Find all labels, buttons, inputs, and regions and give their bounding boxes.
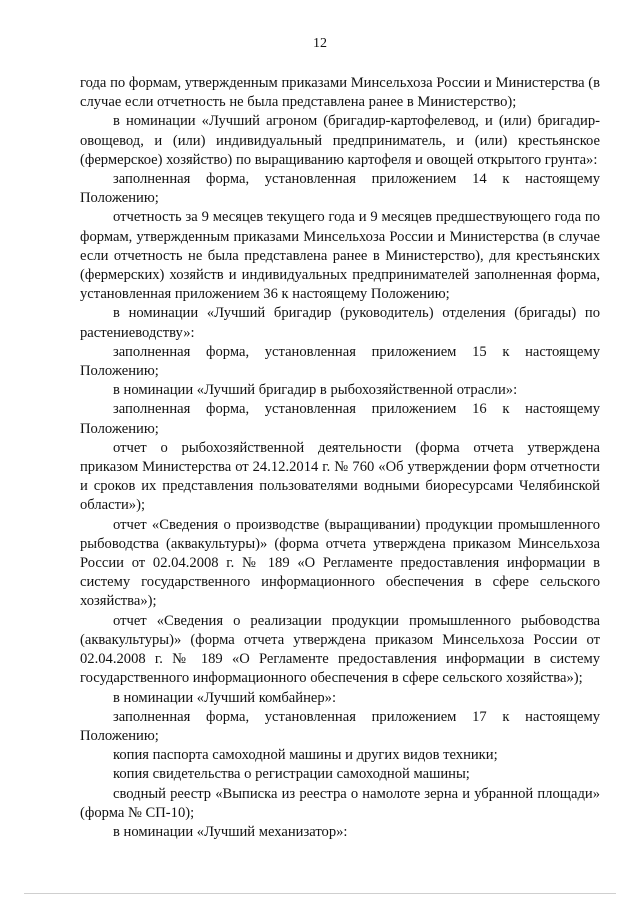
paragraph: отчетность за 9 месяцев текущего года и 9 месяцев предшествующего года по формам, утвержденным приказами Минсельхоза России и Министерства (в случае если отчетность не была представлена ранее в Министерство), для крестьянских (фермерских) хозяйств и индивидуальных предпринимателей заполненная форма, установленная приложением 36 к настоящему Положению; — [80, 209, 600, 303]
paragraph: в номинации «Лучший агроном (бригадир-картофелевод, и (или) бригадир-овощевод, и (или) индивидуальный предприниматель, и (или) крестьянское (фермерское) хозяйство) по выращиванию картофеля и овощей открытого грунта»: — [80, 113, 600, 168]
paragraph: сводный реестр «Выписка из реестра о намолоте зерна и убранной площади» (форма № СП-10); — [80, 785, 600, 821]
paragraph: отчет «Сведения о реализации продукции промышленного рыбоводства (аквакультуры)» (форма отчета утверждена приказом Минсельхоза России от 02.04.2008 г. № 189 «О Регламенте предоставления информации в систему государственного информационного обеспечения в сфере сельского хозяйства»); — [80, 612, 600, 687]
paragraph: в номинации «Лучший механизатор»: — [113, 823, 348, 840]
scan-edge-line — [24, 893, 616, 894]
document-body — [80, 74, 600, 842]
paragraph: заполненная форма, установленная приложением 17 к настоящему Положению; — [80, 708, 600, 744]
paragraph: заполненная форма, установленная приложением 15 к настоящему Положению; — [80, 343, 600, 380]
page-number: 12 — [313, 36, 327, 51]
paragraph: заполненная форма, установленная приложением 16 к настоящему Положению; — [80, 401, 600, 437]
paragraph: отчет «Сведения о производстве (выращивании) продукции промышленного рыбоводства (аквакультуры)» (форма отчета утверждена приказом Минсельхоза России от 02.04.2008 г. № 189 «О Регламенте предоставления информации в систему государственного информационного обеспечения в сфере сельского хозяйства»); — [80, 516, 600, 610]
paragraph: копия свидетельства о регистрации самоходной машины; — [113, 766, 470, 783]
paragraph: в номинации «Лучший бригадир в рыбохозяйственной отрасли»: — [113, 382, 518, 399]
paragraph: в номинации «Лучший комбайнер»: — [113, 689, 337, 706]
paragraph: заполненная форма, установленная приложением 14 к настоящему Положению; — [80, 171, 600, 207]
paragraph: копия паспорта самоходной машины и других видов техники; — [113, 747, 498, 764]
paragraph: в номинации «Лучший бригадир (руководитель) отделения (бригады) по растениеводству»: — [80, 305, 600, 341]
paragraph: отчет о рыбохозяйственной деятельности (форма отчета утверждена приказом Министерства от 24.12.2014 г. № 760 «Об утверждении форм отчетности и сроков их представления пользователями водными биоресурсами Челябинской области»); — [80, 439, 600, 514]
paragraph: года по формам, утвержденным приказами Минсельхоза России и Министерства (в случае если отчетность не была представлена ранее в Министерство); — [80, 75, 600, 111]
